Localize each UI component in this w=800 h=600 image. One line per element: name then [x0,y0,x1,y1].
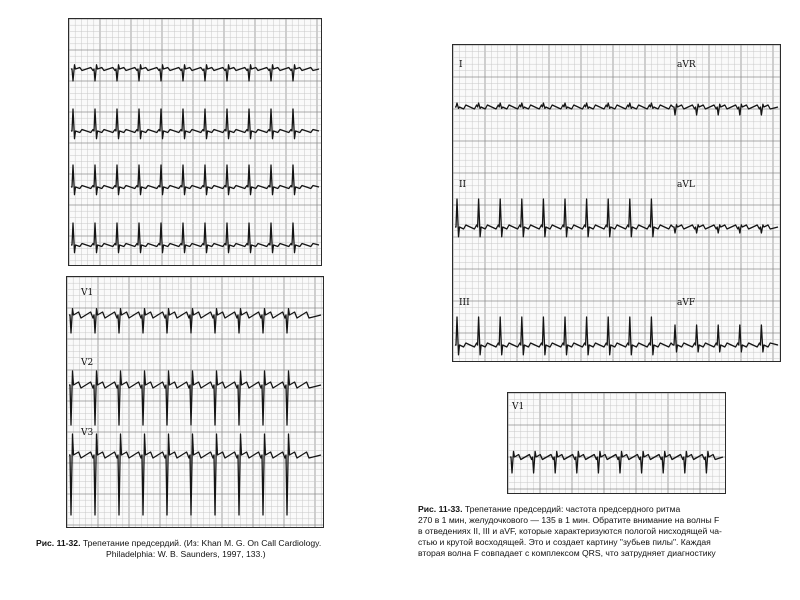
lead-label-avl: aVL [677,180,695,190]
ecg-trace-left-top-row [71,65,319,81]
ecg-grid-left-top [69,19,321,265]
lead-label-v2: V2 [81,358,94,368]
lead-label-v3: V3 [81,428,94,438]
ecg-strip-left-bottom [66,276,324,528]
ecg-trace-right-right-col [673,325,778,352]
ecg-trace-right-right-col [673,225,778,233]
figure-caption-right [418,504,784,559]
lead-label-avf: aVF [677,298,696,308]
lead-label-ii: II [459,180,467,190]
ecg-trace-right-left-col [455,317,673,355]
ecg-grid-right-main [453,45,780,361]
caption-left-line2: Philadelphia: W. B. Saunders, 1997, 133.) [106,549,266,559]
lead-label-avr: aVR [677,60,696,70]
lead-label-i: I [459,60,463,70]
figure-caption-left [36,538,386,560]
lead-label-iii: III [459,298,470,308]
caption-right-label: Рис. 11-33. [418,504,463,514]
caption-left-label: Рис. 11-32. [36,538,81,548]
ecg-grid-left-bottom [67,277,323,527]
ecg-trace-right-left-col [455,103,673,109]
caption-right-line-3: в отведениях II, III и aVF, которые характеризуются пологой нисходящей ча- [418,526,722,536]
caption-right-line-2: 270 в 1 мин, желудочкового — 135 в 1 мин. Обратите внимание на волны F [418,515,720,525]
ecg-trace-left-top-row [71,109,319,139]
ecg-strip-right-v1 [507,392,726,494]
ecg-grid-right-v1 [508,393,725,493]
caption-right-line-4: стью и крутой восходящей. Это и создает картину "зубьев пилы". Каждая [418,537,711,547]
ecg-trace-left-bottom-row [69,434,321,515]
caption-right-line-1: Трепетание предсердий: частота предсердного ритма [464,504,681,514]
ecg-trace-left-bottom-row [69,309,321,333]
lead-label-v1: V1 [81,288,94,298]
ecg-trace-left-bottom-row [69,371,321,425]
ecg-trace-left-top-row [71,165,319,195]
ecg-strip-left-top [68,18,322,266]
caption-left-text: Трепетание предсердий. (Из: Khan M. G. On Call Cardiology. [82,538,322,548]
lead-label-v1: V1 [512,402,525,412]
ecg-strip-right-main [452,44,781,362]
caption-right-line-5: вторая волна F совпадает с комплексом QRS, что затрудняет диагностику [418,548,716,558]
ecg-trace-right-right-col [673,104,778,115]
